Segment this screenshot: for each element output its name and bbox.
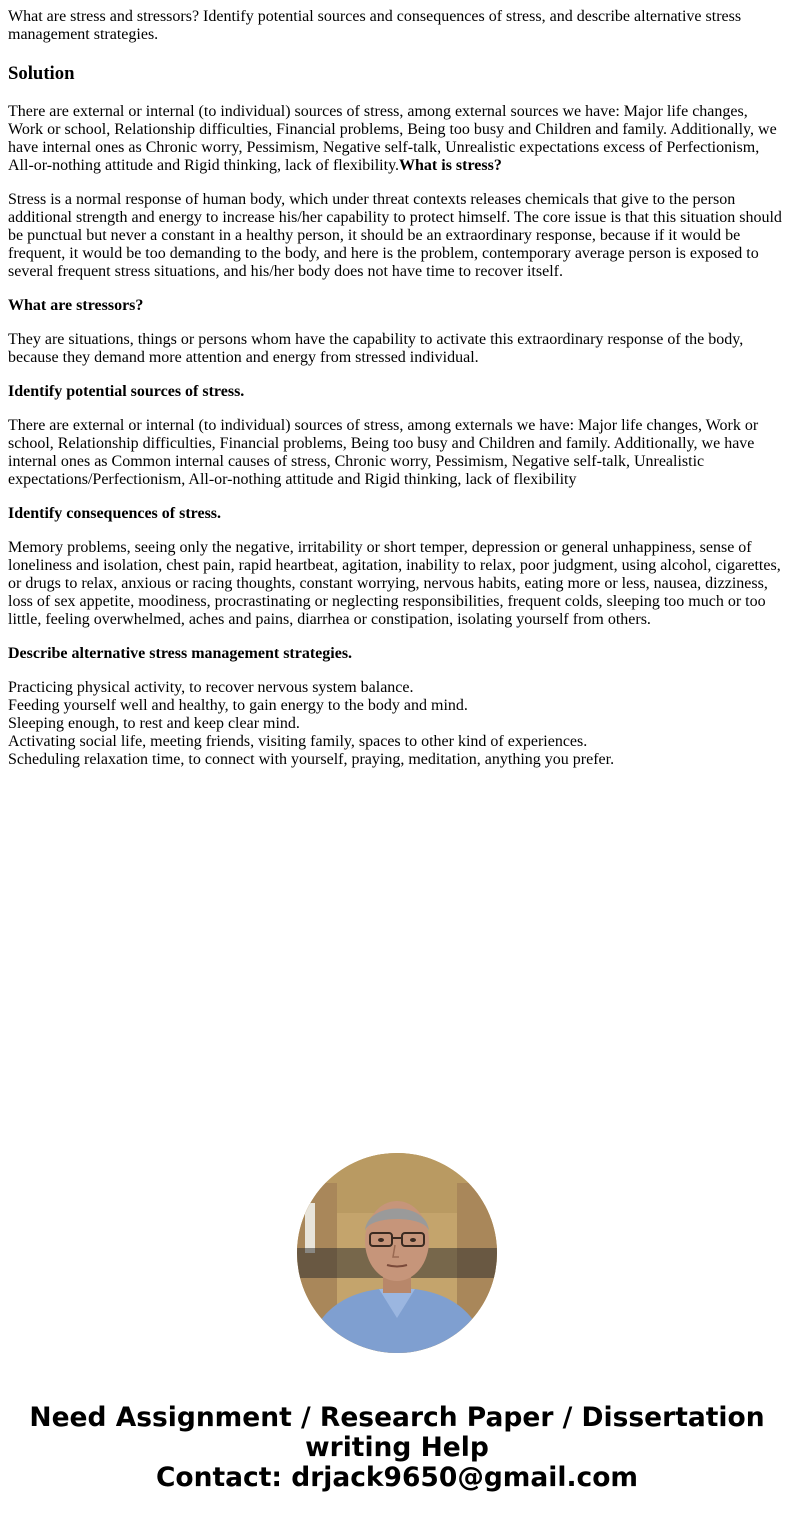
author-avatar [297, 1153, 497, 1353]
contact-footer [0, 1403, 794, 1493]
question-text: What are stress and stressors? Identify potential sources and consequences of stress, and describe alternative stress management strategies. [8, 8, 742, 43]
strategy-item: Practicing physical activity, to recover nervous system balance. [8, 679, 414, 696]
sources-body: There are external or internal (to individual) sources of stress, among externals we have: Major life changes, Work or school, Relationship difficulties, Financial problems, Being too busy and Children and family. Additionally, we have internal ones as Common internal causes of stress, Chronic worry, Pessimism, Negative self-talk, Unrealistic expectations/Perfectionism, All-or-nothing attitude and Rigid thinking, lack of flexibility [8, 417, 759, 488]
footer-contact: Contact: drjack9650@gmail.com [155, 1462, 639, 1493]
author-portrait-icon [297, 1153, 497, 1353]
what-is-stress-heading: What is stress? [399, 157, 502, 174]
strategies-heading: Describe alternative stress management strategies. [8, 645, 353, 662]
strategy-item: Feeding yourself well and healthy, to gain energy to the body and mind. [8, 697, 468, 714]
strategies-list [8, 679, 786, 769]
solution-heading: Solution [8, 63, 75, 84]
footer-line-1: Need Assignment / Research Paper / Dissertation [29, 1402, 765, 1433]
consequences-body: Memory problems, seeing only the negative, irritability or short temper, depression or general unhappiness, sense of loneliness and isolation, chest pain, rapid heartbeat, agitation, inability to relax, poor judgment, using alcohol, cigarettes, or drugs to relax, anxious or racing thoughts, constant worrying, nervous habits, eating more or less, nausea, dizziness, loss of sex appetite, moodiness, procrastinating or neglecting responsibilities, frequent colds, sleeping too much or too little, feeling overwhelmed, aches and pains, diarrhea or constipation, isolating yourself from others. [8, 539, 781, 628]
sources-heading: Identify potential sources of stress. [8, 383, 245, 400]
document-content [8, 8, 786, 785]
intro-paragraph [8, 103, 786, 175]
consequences-heading: Identify consequences of stress. [8, 505, 222, 522]
what-is-stress-body: Stress is a normal response of human body, which under threat contexts releases chemicals that give to the person additional strength and energy to increase his/her capability to protect himself. The core issue is that this situation should be punctual but never a constant in a healthy person, it should be an extraordinary response, because if it would be frequent, it would be too demanding to the body, and here is the problem, contemporary average person is exposed to several frequent stress situations, and his/her body does not have time to recover itself. [8, 191, 782, 280]
intro-text: There are external or internal (to individual) sources of stress, among external sources we have: Major life changes, Work or school, Relationship difficulties, Financial problems, Being too busy and Children and family. Additionally, we have internal ones as Chronic worry, Pessimism, Negative self-talk, Unrealistic expectations excess of Perfectionism, All-or-nothing attitude and Rigid thinking, lack of flexibility. [8, 103, 777, 174]
what-are-stressors-heading: What are stressors? [8, 297, 144, 314]
strategy-item: Activating social life, meeting friends, visiting family, spaces to other kind of experiences. [8, 733, 588, 750]
strategy-item: Scheduling relaxation time, to connect with yourself, praying, meditation, anything you prefer. [8, 751, 615, 768]
what-are-stressors-body: They are situations, things or persons whom have the capability to activate this extraordinary response of the body, because they demand more attention and energy from stressed individual. [8, 331, 744, 366]
footer-line-2: writing Help [305, 1432, 489, 1463]
strategy-item: Sleeping enough, to rest and keep clear mind. [8, 715, 300, 732]
